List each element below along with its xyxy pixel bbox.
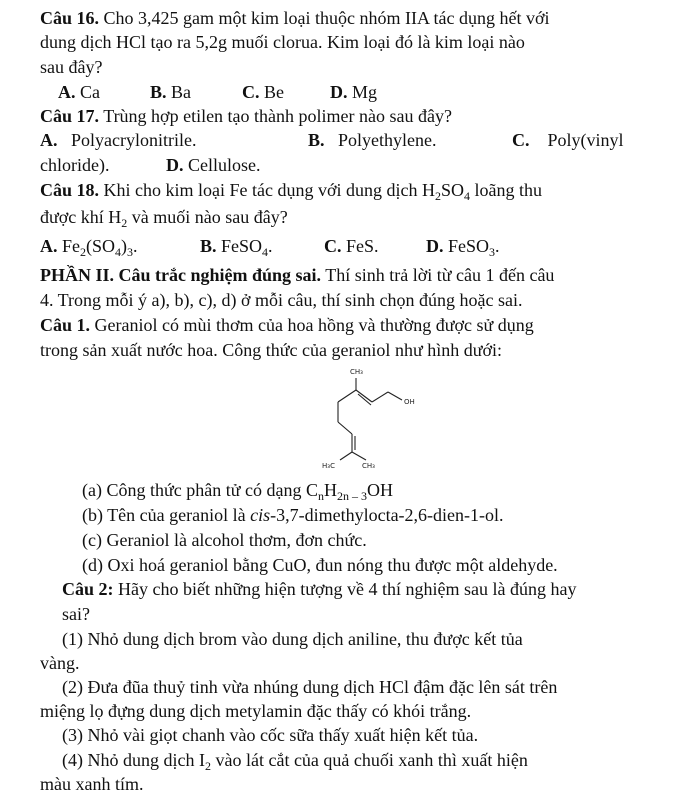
part2-heading: PHẦN II. Câu trắc nghiệm đúng sai. [40, 265, 322, 285]
q17-option-d: D. Cellulose. [166, 155, 261, 175]
q2-exp1-line1: (1) Nhỏ dung dịch brom vào dung dịch aniline, thu được kết tủa [62, 629, 523, 649]
q2-line1: Câu 2: Hãy cho biết những hiện tượng về 4 thí nghiệm sau là đúng hay [62, 579, 577, 599]
q18-option-a: A. $Fe_2(SO_4)_3$. [40, 236, 138, 259]
q1-item-d: (d) Oxi hoá geraniol bằng CuO, đun nóng thu được một aldehyde. [82, 555, 558, 575]
q17-options-row2 [40, 153, 654, 177]
bond-c2-c3 [356, 390, 372, 402]
q17-line1 [40, 104, 654, 128]
q18-option-c: C. FeS. [324, 236, 379, 256]
bond-c5-c6 [338, 422, 352, 434]
q2-exp1-line2: vàng. [40, 653, 80, 673]
q16-option-b: B. Ba [150, 82, 192, 102]
q1-number: Câu 1. [40, 315, 91, 335]
q16-option-d: D. Mg [330, 82, 378, 102]
q16-line3: sau đây? [40, 57, 103, 77]
part2-line1: PHẦN II. Câu trắc nghiệm đúng sai. Thí sinh trả lời từ câu 1 đến câu [40, 265, 555, 285]
bond-c1-c2 [372, 392, 388, 402]
q16-text-1: Cho 3,425 gam một kim loại thuộc nhóm IIA tác dụng hết với [103, 8, 550, 28]
q2-exp4-line2: màu xanh tím. [40, 774, 144, 794]
q17-number: Câu 17. [40, 106, 100, 126]
part2-line2: 4. Trong mỗi ý a), b), c), d) ở mỗi câu, thí sinh chọn đúng hoặc sai. [40, 290, 523, 310]
bond-c1-oh [388, 392, 402, 400]
label-oh: OH [404, 398, 415, 406]
bond-c7-ch3-right [352, 452, 366, 460]
q2-exp2-line1: (2) Đưa đũa thuỷ tinh vừa nhúng dung dịch HCl đậm đặc lên sát trên [62, 677, 558, 697]
q17-option-c-cont: chloride). [40, 155, 110, 175]
q1-item-c: (c) Geraniol là alcohol thơm, đơn chức. [82, 530, 367, 550]
label-ch3-top: CH₃ [350, 368, 363, 376]
bond-c3-c4 [338, 390, 356, 402]
q16-option-c: C. Be [242, 82, 284, 102]
label-ch3-bottom: CH₃ [362, 462, 375, 470]
q16-line2: dung dịch HCl tạo ra 5,2g muối clorua. Kim loại đó là kim loại nào [40, 32, 525, 52]
q2-exp3: (3) Nhỏ vài giọt chanh vào cốc sữa thấy xuất hiện kết tủa. [62, 725, 479, 745]
q17-option-b: B. Polyethylene. [308, 130, 437, 150]
q2-exp4-line1: (4) Nhỏ dung dịch $I_2$ vào lát cắt của quả chuối xanh thì xuất hiện [62, 750, 528, 773]
q2-number: Câu 2: [62, 579, 114, 599]
q1-line2: trong sản xuất nước hoa. Công thức của geraniol như hình dưới: [40, 340, 502, 360]
label-h3c: H₃C [322, 462, 335, 470]
q18-line1: Câu 18. Khi cho kim loại Fe tác dụng với dung dịch $H_2SO_4$ loãng thu [40, 180, 543, 203]
geraniol-structure-diagram [316, 364, 426, 472]
q16-option-a: A. Ca [58, 82, 100, 102]
q1-item-a: (a) Công thức phân tử có dạng $C_nH_{2n - 3}OH$ [82, 480, 393, 503]
q2-line2: sai? [62, 604, 90, 624]
q1-line1: Câu 1. Geraniol có mùi thơm của hoa hồng và thường được sử dụng [40, 315, 534, 335]
q17-option-a: A. Polyacrylonitrile. [40, 130, 197, 150]
q18-line2: được khí $H_2$ và muối nào sau đây? [40, 207, 288, 230]
bond-c7-ch3-left [340, 452, 352, 460]
q2-exp2-line2: miệng lọ đựng dung dịch metylamin đặc thấy có khói trắng. [40, 701, 472, 721]
q16-line1 [40, 6, 654, 30]
q17-option-c: C. Poly(vinyl [512, 130, 624, 150]
q18-option-d: D. FeSO$_3$. [426, 236, 500, 259]
q1-item-b: (b) Tên của geraniol là cis-3,7-dimethylocta-2,6-dien-1-ol. [82, 505, 504, 525]
q17-text: Trùng hợp etilen tạo thành polimer nào sau đây? [103, 106, 452, 126]
q18-option-b: B. FeSO$_4$. [200, 236, 273, 259]
q18-number: Câu 18. [40, 180, 100, 200]
q16-number: Câu 16. [40, 8, 100, 28]
